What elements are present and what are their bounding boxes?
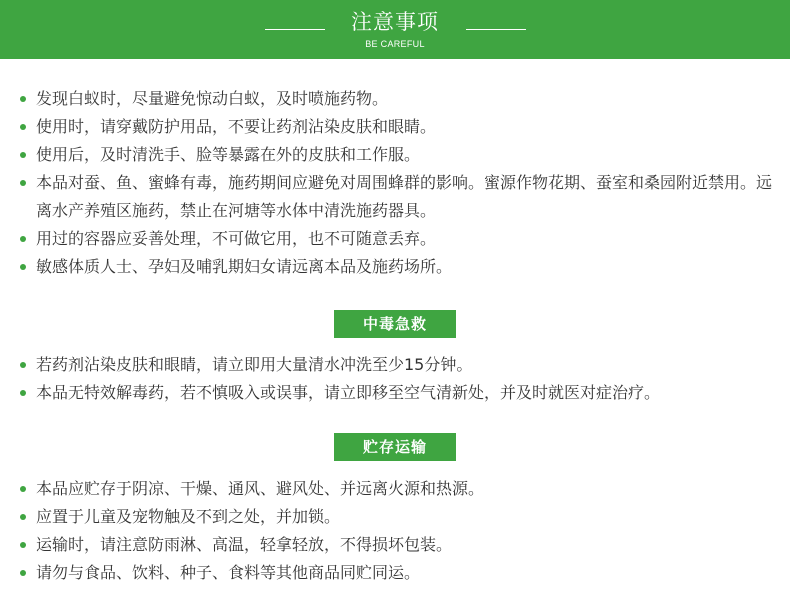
bullet-dot-icon <box>20 486 26 492</box>
list-item-text: 本品对蚕、鱼、蜜蜂有毒，施药期间应避免对周围蜂群的影响。蜜源作物花期、蚕室和桑园附近禁用。远离水产养殖区施药，禁止在河塘等水体中清洗施药器具。 <box>36 173 773 220</box>
bullet-dot-icon <box>20 570 26 576</box>
page-subtitle: BE CAREFUL <box>365 39 425 49</box>
header-divider-right <box>466 29 526 30</box>
bullet-dot-icon <box>20 264 26 270</box>
list-item <box>0 475 790 503</box>
storage-heading: 贮存运输 <box>334 433 456 461</box>
storage-list <box>0 475 790 587</box>
careful-list <box>0 85 790 281</box>
list-item <box>0 85 790 113</box>
bullet-dot-icon <box>20 542 26 548</box>
list-item-text: 应置于儿童及宠物触及不到之处，并加锁。 <box>36 507 341 526</box>
list-item <box>0 225 790 253</box>
first-aid-heading: 中毒急救 <box>334 310 456 338</box>
list-item <box>0 141 790 169</box>
list-item <box>0 351 790 379</box>
list-item-text: 使用后，及时清洗手、脸等暴露在外的皮肤和工作服。 <box>36 145 421 164</box>
list-item-text: 敏感体质人士、孕妇及哺乳期妇女请远离本品及施药场所。 <box>36 257 453 276</box>
list-item <box>0 503 790 531</box>
bullet-dot-icon <box>20 514 26 520</box>
bullet-dot-icon <box>20 124 26 130</box>
list-item-text: 使用时，请穿戴防护用品，不要让药剂沾染皮肤和眼睛。 <box>36 117 437 136</box>
first-aid-list <box>0 351 790 407</box>
list-item <box>0 559 790 587</box>
list-item-text: 本品应贮存于阴凉、干燥、通风、避风处、并远离火源和热源。 <box>36 479 485 498</box>
list-item-text: 请勿与食品、饮料、种子、食料等其他商品同贮同运。 <box>36 563 421 582</box>
list-item-text: 若药剂沾染皮肤和眼睛，请立即用大量清水冲洗至少15分钟。 <box>36 355 473 374</box>
list-item <box>0 253 790 281</box>
bullet-dot-icon <box>20 362 26 368</box>
bullet-dot-icon <box>20 96 26 102</box>
list-item <box>0 169 790 225</box>
list-item-text: 用过的容器应妥善处理，不可做它用，也不可随意丢弃。 <box>36 229 437 248</box>
list-item-text: 运输时，请注意防雨淋、高温，轻拿轻放，不得损坏包装。 <box>36 535 453 554</box>
list-item-text: 本品无特效解毒药，若不慎吸入或误事，请立即移至空气清新处，并及时就医对症治疗。 <box>36 383 661 402</box>
page-title: 注意事项 <box>351 10 439 34</box>
bullet-dot-icon <box>20 390 26 396</box>
bullet-dot-icon <box>20 180 26 186</box>
list-item-text: 发现白蚁时，尽量避免惊动白蚁，及时喷施药物。 <box>36 89 389 108</box>
list-item <box>0 531 790 559</box>
bullet-dot-icon <box>20 152 26 158</box>
list-item <box>0 379 790 407</box>
header-banner <box>0 0 790 59</box>
list-item <box>0 113 790 141</box>
bullet-dot-icon <box>20 236 26 242</box>
